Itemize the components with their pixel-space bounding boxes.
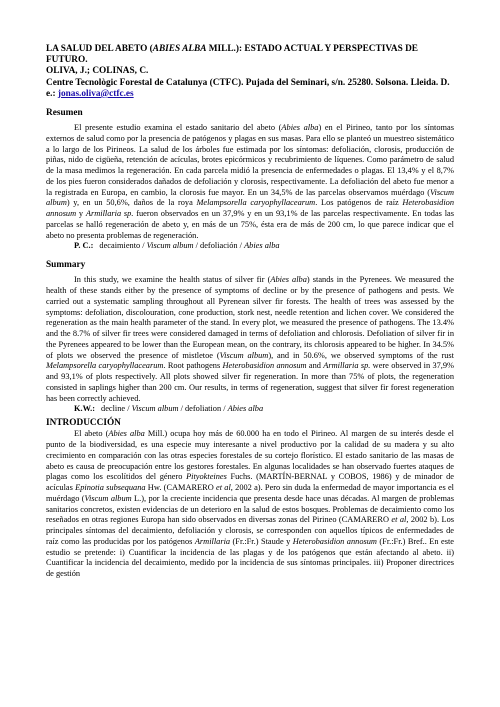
text-run: fueron observados en un 37,9% y en un 93,1% de las parcelas respectivamente. En todas las parcelas se halló regeneración de abeto y, en más de un 75%, ésta era de más de 200 cm, lo que parece indicar que el abeto no presenta problemas de regeneración.: [46, 209, 454, 240]
summary-paragraph: [46, 275, 454, 404]
italic-term: et al: [391, 515, 407, 525]
italic-term: Abies alba: [227, 404, 264, 414]
keywords-label: P. C.:: [74, 241, 94, 251]
text-run: El abeto (: [74, 429, 109, 439]
title-part-2: MILL.): ESTADO ACTUAL Y PERSPECTIVAS DE FUTURO.: [46, 44, 418, 66]
italic-term: Viscum album: [46, 187, 454, 208]
text-run: , 2002 b). Los principales síntomas del decaimiento, defoliación y clorosis, se corresponden con aquellos típicos de enfermedades de raíz como las producidas por los patógenos: [46, 515, 454, 546]
paper-authors: OLIVA, J.; COLINAS, C.: [46, 66, 149, 77]
text-run: (Fr.:Fr.) Bref.. En este estudio se pretende: i) Cuantificar la incidencia de las plagas y de los patógenos que están afectando al abeto. ii) Cuantificar la incidencia del decaimiento, medido por la incidencia de sus síntomas principales. iii) Proponer directrices de gestión: [46, 536, 454, 579]
italic-term: Melampsorella caryophyllacearum: [196, 198, 316, 208]
email-link[interactable]: jonas.oliva@ctfc.es: [57, 88, 134, 99]
italic-term: Abies alba: [108, 429, 145, 439]
italic-term: Melampsorella caryophyllacearum: [46, 361, 164, 371]
text-run: ) y, en un 50,6%, daños de la roya: [66, 198, 197, 208]
text-run: (Fr.:Fr.) Staude y: [230, 536, 293, 546]
italic-term: Pityokteines: [186, 472, 227, 482]
italic-term: Viscum album: [219, 350, 269, 360]
text-run: Fuchs. (MARTÍN-BERNAL y COBOS, 1986) y de minador de acículas: [46, 472, 454, 493]
text-run: decaimiento /: [99, 241, 147, 251]
paper-header: [46, 44, 454, 100]
italic-term: Heterobasidion annosum: [222, 361, 307, 371]
italic-term: Abies alba: [281, 123, 319, 133]
italic-term: Epinotia subsequana: [75, 483, 146, 493]
text-run: / defoliation /: [178, 404, 228, 414]
text-run: ) en el Pirineo, tanto por los síntomas externos de salud como por la presencia de patógenos y plagas en sus masas. Para ello se planteó un muestreo sistemático a lo largo de los Pirineos. La salud de los árboles fue estimada por los síntomas: defoliación, clorosis, producción de piñas, nido de cigüeña, retención de acículas, brotes epicórmicos y recubrimiento de líquenes. Como parámetro de salud de la masa medimos la regeneración. En cada parcela midió la presencia de enfermedades o plagas. El 13,4% y el 8,7% de los pies fueron considerados dañados de defoliación y clorosis, respectivamente. La defoliación del abeto fue menor a la registrada en Europa, en cambio, la clorosis fue mayor. En un 34,5% de las parcelas observamos muérdago (: [46, 123, 454, 197]
title-species: ABIES ALBA: [152, 44, 207, 54]
italic-term: Viscum album: [84, 493, 132, 503]
text-run: and: [306, 361, 324, 371]
summary-heading: Summary: [46, 260, 86, 271]
affiliation-text: Centre Tecnològic Forestal de Catalunya (CTFC). Pujada del Seminari, s/n. 25280. Solsona. Lleida. D. e.:: [46, 77, 450, 99]
italic-term: Viscum album: [146, 241, 194, 251]
paper-affiliation: [46, 78, 454, 100]
introduccion-heading: INTRODUCCIÓN: [46, 418, 121, 429]
summary-keywords: [74, 404, 454, 415]
resumen-keywords: [74, 241, 454, 252]
resumen-paragraph: [46, 123, 454, 241]
italic-term: Heterobasidion annosum: [46, 198, 454, 219]
resumen-heading: Resumen: [46, 108, 83, 119]
text-run: , 2002 a). Pero sin duda la enfermedad de mayor importancia es el muérdago (: [46, 483, 454, 503]
text-run: y: [76, 209, 86, 219]
text-run: . Los patógenos de raíz: [315, 198, 403, 208]
keywords-list: [101, 404, 263, 413]
italic-term: et al: [216, 483, 231, 493]
title-part-1: LA SALUD DEL ABETO (: [46, 44, 153, 54]
text-run: decline /: [101, 404, 132, 414]
keywords-list: [99, 241, 279, 250]
text-run: L.), por la creciente incidencia que presenta desde hace unas décadas. Al margen de problemas sanitarios concretos, existen evidencias de un deterioro en la salud de estos bosques. Problemas de decaimiento como los reseñados en otras regiones Europa han sido observados en diversas zonas del Pirineo (CAMARERO: [46, 493, 454, 525]
italic-term: Heterobasidion annosum: [292, 536, 377, 546]
keywords-label: K.W.:: [74, 404, 96, 414]
text-run: were observed in 37,9% and 93,1% of plots respectively. All plots showed silver fir regeneration. In more than 75% of plots, the regeneration consisted in saplings higher than 200 cm. Our results, in terms of regeneration, suggest that silver fir forest regeneration has been correctly achieved.: [46, 361, 454, 403]
text-run: In this study, we examine the health status of silver fir (: [74, 275, 271, 285]
text-run: Hw. (CAMARERO: [145, 483, 217, 493]
text-run: Mill.) ocupa hoy más de 60.000 ha en todo el Pirineo. Al margen de su interés desde el punto de la biodiversidad, es una especie muy interesante a nivel productivo por la calidad de su madera y su alto crecimiento en comparación con las otras especies forestales de su cortejo florístico. El estado sanitario de las masas de abeto es causa de preocupación entre los gestores forestales. En algunas localidades se han observado fuertes ataques de plagas como los escolítidos del género: [46, 429, 454, 482]
italic-term: Viscum album: [131, 404, 179, 414]
text-run: . Root pathogens: [163, 361, 223, 371]
italic-term: Armillaria: [194, 536, 231, 546]
italic-term: Abies alba: [244, 241, 280, 251]
text-run: ), and in 50.6%, we observed symptoms of the rust: [268, 350, 454, 360]
italic-term: Abies alba: [270, 275, 307, 285]
paper-title: [46, 44, 454, 66]
text-run: ) stands in the Pyrenees. We measured the health of these stands either by the presence of symptoms of decline or by the presence of pathogens and pests. We carried out a systematic sampling throughout all Pyrenean silver fir forests. The health of trees was assessed by the symptoms: defoliation, discolouration, cone production, stork nest, needle retention and lichen cover. We considered the regeneration as the main health parameter of the stand. In every plot, we measured the presence of pathogens. The 13.4% and the 8.7% of silver fir trees were considered damaged in terms of defoliation and chlorosis. Defoliation of silver fir in the Pyrenees appeared to be lower than the European mean, on the contrary, its chlorosis appeared to be higher. In 34.5% of plots we observed the presence of mistletoe (: [46, 275, 454, 360]
introduccion-paragraph: [46, 429, 454, 580]
italic-term: Armillaria sp.: [85, 209, 134, 219]
italic-term: Armillaria sp.: [323, 361, 371, 371]
text-run: El presente estudio examina el estado sanitario del abeto (: [74, 123, 282, 133]
text-run: / defoliación /: [193, 241, 245, 251]
